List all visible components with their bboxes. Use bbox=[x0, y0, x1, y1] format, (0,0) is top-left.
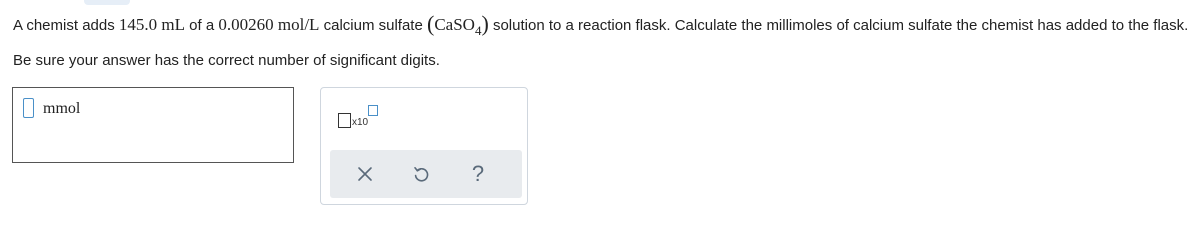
answer-input-area[interactable] bbox=[12, 87, 294, 163]
question-text bbox=[13, 8, 1193, 76]
question-part2: of a bbox=[189, 17, 215, 34]
formula-subscript: 4 bbox=[474, 23, 482, 38]
question-part4: solution to a reaction flask. Calculate the millimoles of calcium sulfate the chemist has added to the flask. Be sure your answer has the correct number of significant digits. bbox=[13, 17, 1189, 69]
volume-value: 145.0 mL bbox=[118, 15, 185, 34]
answer-input[interactable] bbox=[23, 98, 34, 118]
clear-button[interactable] bbox=[351, 160, 379, 188]
concentration-value: 0.00260 mol/L bbox=[218, 15, 320, 34]
undo-button[interactable] bbox=[407, 160, 435, 188]
formula-main: CaSO bbox=[434, 15, 475, 34]
exponent-box-icon bbox=[368, 105, 378, 116]
undo-icon bbox=[412, 165, 430, 183]
top-tab-indicator bbox=[84, 0, 130, 5]
tool-panel bbox=[320, 87, 528, 205]
close-icon bbox=[357, 166, 373, 182]
help-icon: ? bbox=[471, 161, 485, 186]
help-button[interactable] bbox=[464, 160, 492, 188]
action-bar bbox=[330, 150, 522, 198]
unit-label: mmol bbox=[43, 100, 81, 117]
x10-label: x10 bbox=[352, 117, 369, 128]
chemical-formula: (CaSO$_4$) bbox=[427, 11, 489, 38]
scientific-notation-button[interactable] bbox=[336, 105, 380, 131]
question-part1: A chemist adds bbox=[13, 17, 115, 34]
question-part3: calcium sulfate bbox=[323, 17, 423, 34]
scientific-notation-icon bbox=[338, 113, 351, 128]
